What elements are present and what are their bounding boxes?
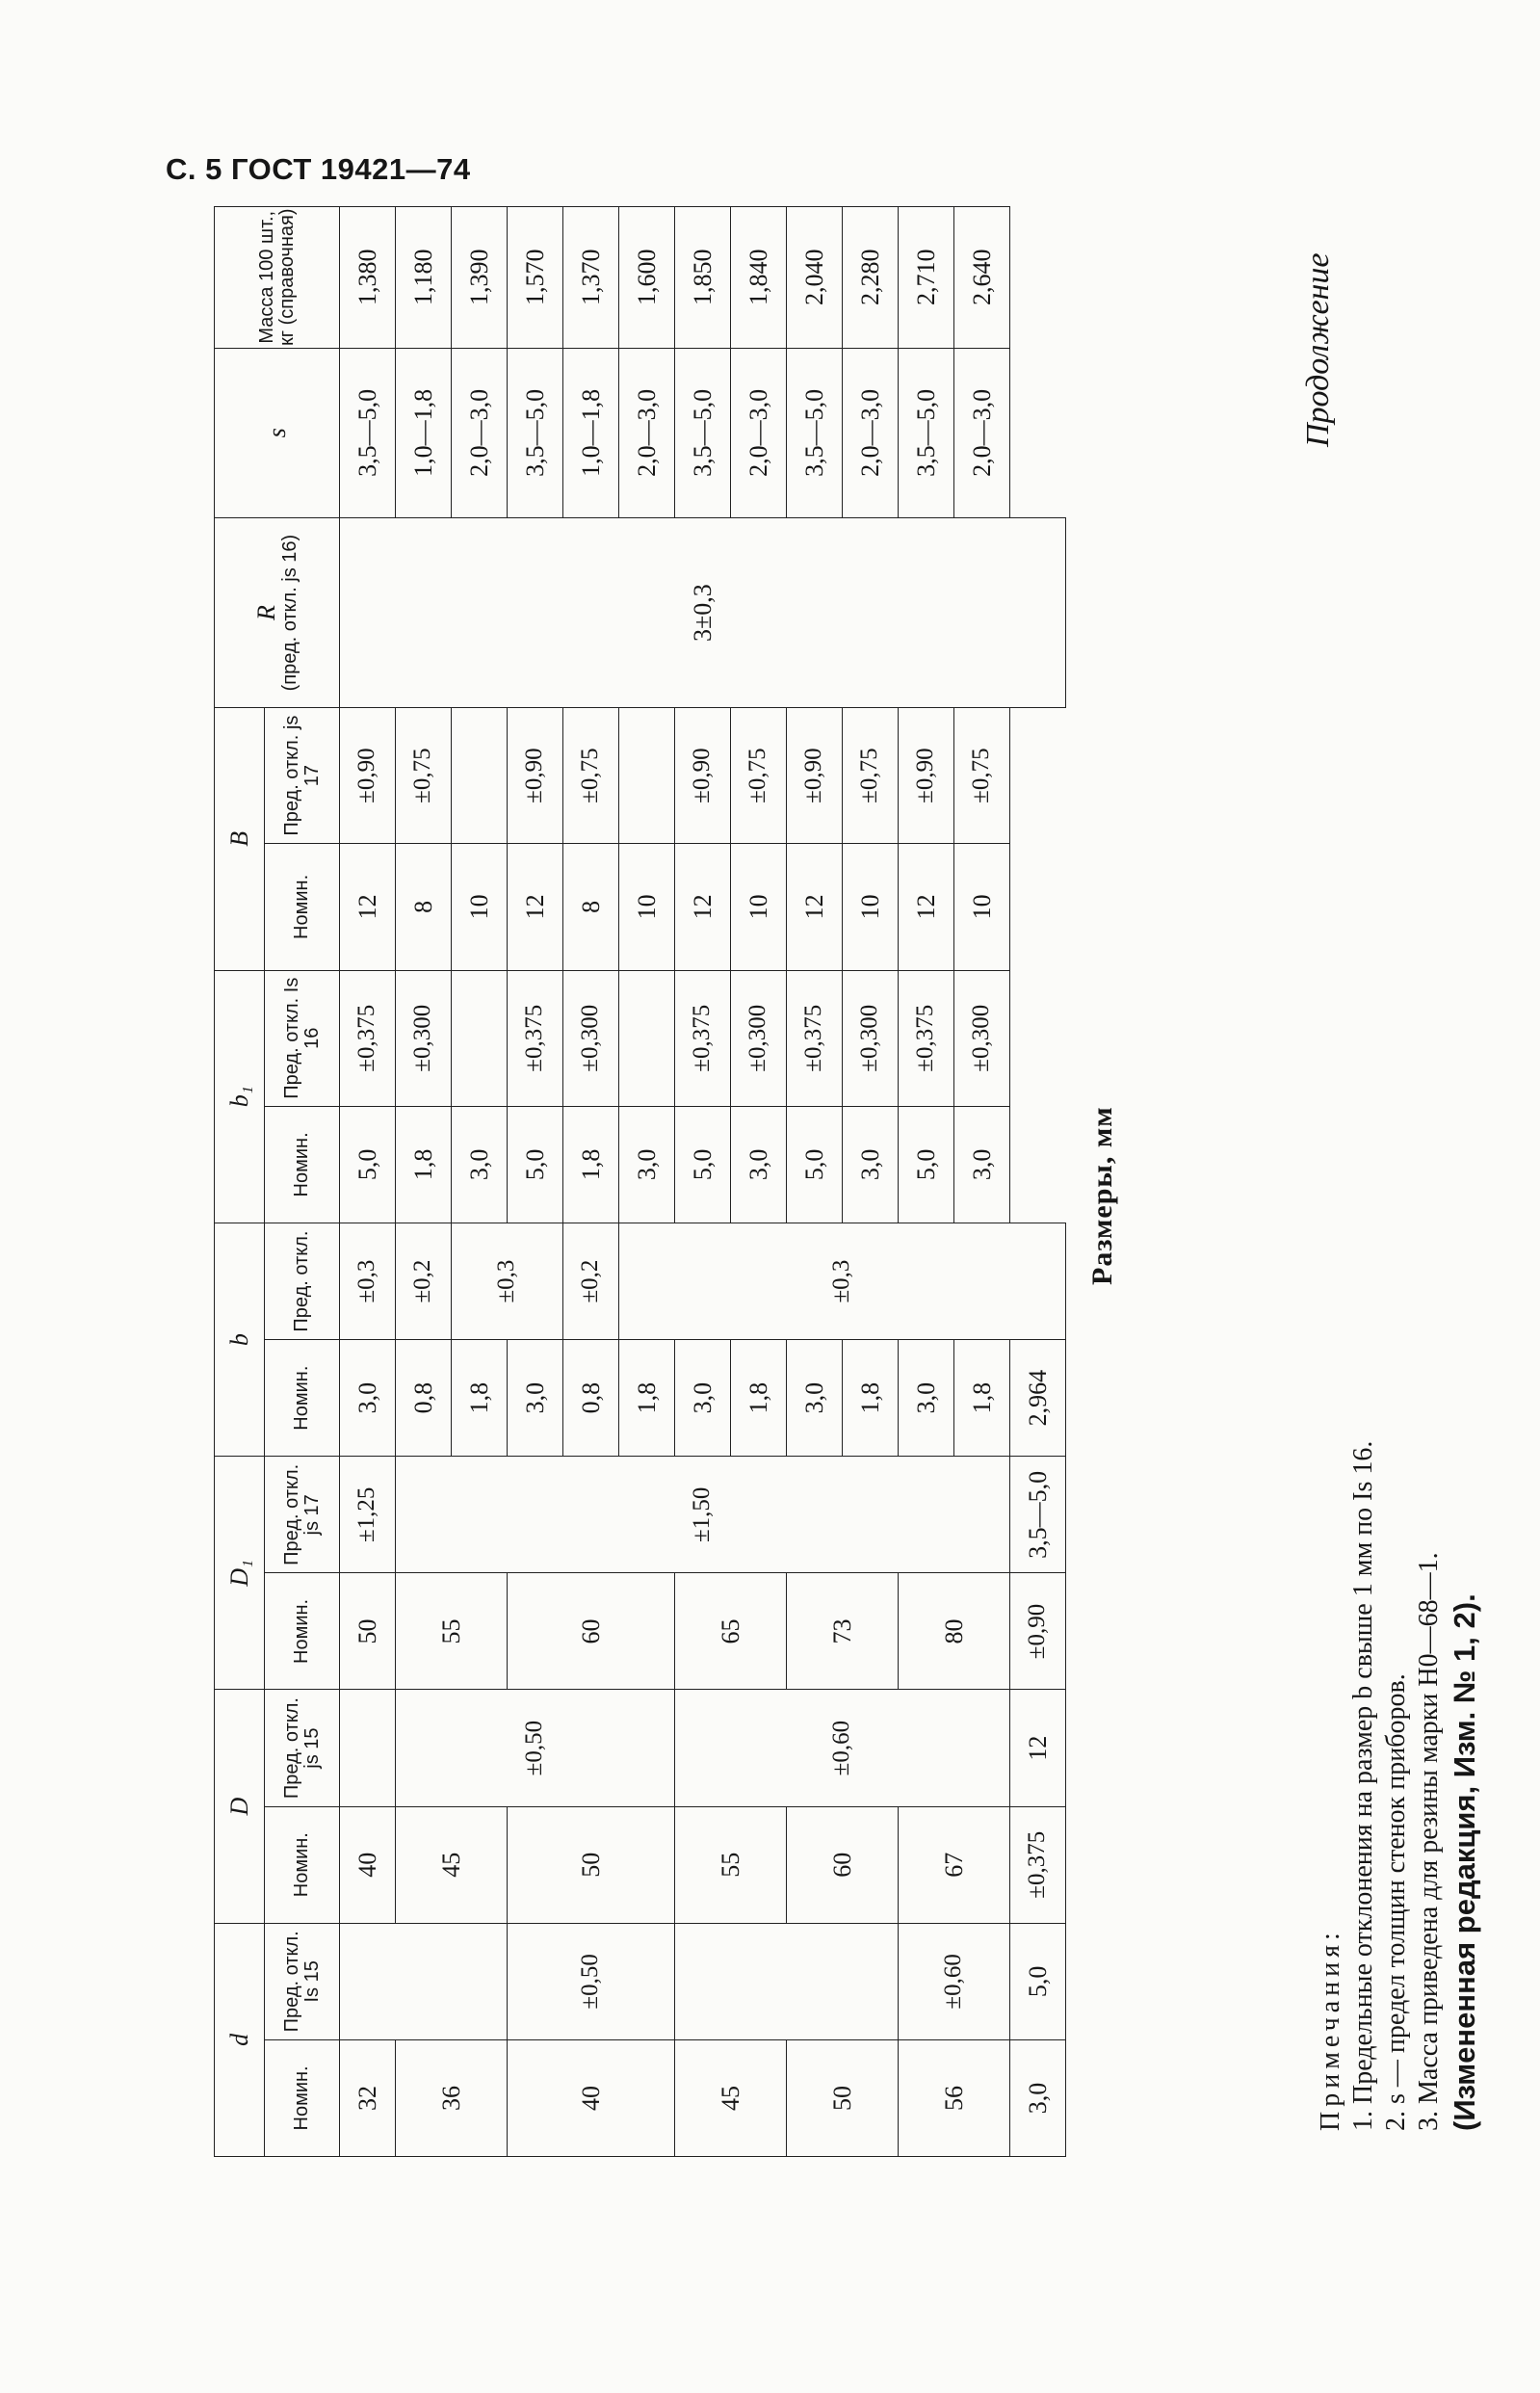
note-item: 1. Предельные отклонения на размер b свыше 1 мм по Is 16. (1348, 1440, 1378, 2131)
cell-b-nom: 3,0 (1010, 2039, 1066, 2156)
col-mass: Масса 100 шт., кг (справочная) (215, 207, 340, 349)
cell-B-tol: ±0,90 (675, 707, 731, 843)
cell-d-nom: 40 (508, 2039, 675, 2156)
cell-b1-nom: 5,0 (1010, 1923, 1066, 2039)
cell-b-tol: ±0,3 (340, 1223, 396, 1339)
col-D1-nom: Номин. (265, 1573, 340, 1690)
col-group-B: B (215, 707, 265, 970)
cell-d-tol: ±0,50 (508, 1923, 675, 2039)
cell-b1-tol: ±0,300 (563, 970, 619, 1106)
cell-B-tol: ±0,90 (340, 707, 396, 843)
cell-B-nom: 12 (675, 844, 731, 970)
cell-b1-nom: 3,0 (452, 1106, 508, 1223)
cell-s: 1,0—1,8 (563, 348, 619, 518)
cell-d-nom: 36 (396, 2039, 508, 2156)
cell-s: 2,0—3,0 (619, 348, 675, 518)
cell-B-nom: 10 (619, 844, 675, 970)
table-row (675, 207, 731, 2157)
cell-b1-nom: 1,8 (396, 1106, 452, 1223)
cell-B-tol (452, 707, 508, 843)
cell-b1-tol: ±0,300 (731, 970, 787, 1106)
cell-B-tol: ±0,90 (508, 707, 563, 843)
col-D-nom: Номин. (265, 1806, 340, 1923)
cell-b1-tol: ±0,375 (675, 970, 731, 1106)
cell-D1-nom: 55 (396, 1573, 508, 1690)
edition-note: (Измененная редакция, Изм. № 1, 2). (1448, 1593, 1481, 2131)
cell-mass: 1,180 (396, 207, 452, 349)
cell-b1-nom: 5,0 (340, 1106, 396, 1223)
cell-D-nom: 45 (396, 1806, 508, 1923)
col-d-tol: Пред. откл. Is 15 (265, 1923, 340, 2039)
cell-s: 3,5—5,0 (675, 348, 731, 518)
col-D1-tol: Пред. откл. js 17 (265, 1457, 340, 1573)
cell-B-nom: 12 (508, 844, 563, 970)
cell-b-nom: 1,8 (954, 1340, 1010, 1457)
sizes-caption: Размеры, мм (1086, 1106, 1118, 1285)
cell-mass: 1,370 (563, 207, 619, 349)
cell-D-tol (340, 1690, 396, 1806)
cell-D1-nom: 80 (899, 1573, 1010, 1690)
cell-b-nom: 3,0 (340, 1340, 396, 1457)
cell-b-nom: 1,8 (731, 1340, 787, 1457)
cell-B-tol: ±0,90 (899, 707, 954, 843)
cell-d-nom: 50 (787, 2039, 899, 2156)
cell-b1-tol: ±0,375 (1010, 1806, 1066, 1923)
cell-b-nom: 3,0 (899, 1340, 954, 1457)
cell-D1-nom: 50 (340, 1573, 396, 1690)
cell-b1-tol: ±0,375 (508, 970, 563, 1106)
cell-b1-tol: ±0,375 (340, 970, 396, 1106)
dimensions-table (214, 206, 1066, 2157)
col-R-label: R (252, 605, 281, 621)
cell-b1-nom: 5,0 (508, 1106, 563, 1223)
cell-b1-tol (452, 970, 508, 1106)
cell-d-nom: 32 (340, 2039, 396, 2156)
col-R-sub: (пред. откл. js 16) (278, 534, 300, 692)
cell-B-tol: ±0,75 (843, 707, 899, 843)
col-B-nom: Номин. (265, 844, 340, 970)
cell-d-tol (340, 1923, 508, 2039)
cell-s: 3,5—5,0 (787, 348, 843, 518)
col-group-D1: D₁ (215, 1457, 265, 1690)
cell-b1-nom: 3,0 (619, 1106, 675, 1223)
cell-s: 3,5—5,0 (340, 348, 396, 518)
col-group-b: b (215, 1223, 265, 1456)
cell-B-nom: 10 (954, 844, 1010, 970)
cell-d-nom: 45 (675, 2039, 787, 2156)
cell-B-tol: ±0,75 (563, 707, 619, 843)
cell-D-tol: ±0,50 (396, 1690, 675, 1806)
cell-B-nom: 10 (452, 844, 508, 970)
cell-b-nom: 0,8 (563, 1340, 619, 1457)
cell-b1-tol: ±0,300 (396, 970, 452, 1106)
cell-D-nom: 50 (508, 1806, 675, 1923)
cell-s: 2,0—3,0 (843, 348, 899, 518)
cell-d-tol: ±0,60 (899, 1923, 1010, 2039)
col-R (215, 518, 340, 708)
table-row (899, 207, 954, 2157)
cell-b1-tol: ±0,300 (954, 970, 1010, 1106)
cell-D-tol: ±0,60 (675, 1690, 1010, 1806)
cell-mass: 1,570 (508, 207, 563, 349)
cell-B-nom: 10 (731, 844, 787, 970)
cell-d-tol (675, 1923, 899, 2039)
cell-b-nom: 1,8 (843, 1340, 899, 1457)
cell-B-nom: 12 (1010, 1690, 1066, 1806)
cell-D-nom: 60 (787, 1806, 899, 1923)
cell-mass: 2,710 (899, 207, 954, 349)
cell-mass: 1,840 (731, 207, 787, 349)
cell-b-tol: ±0,2 (563, 1223, 619, 1339)
cell-B-nom: 8 (563, 844, 619, 970)
col-d-nom: Номин. (265, 2039, 340, 2156)
cell-D1-nom: 65 (675, 1573, 787, 1690)
cell-b1-nom: 5,0 (787, 1106, 843, 1223)
cell-b-nom: 1,8 (619, 1340, 675, 1457)
cell-b1-tol: ±0,300 (843, 970, 899, 1106)
cell-D1-nom: 60 (508, 1573, 675, 1690)
cell-b-nom: 3,0 (508, 1340, 563, 1457)
cell-B-tol: ±0,75 (954, 707, 1010, 843)
cell-b-tol: ±0,3 (619, 1223, 1066, 1339)
cell-B-tol (619, 707, 675, 843)
cell-mass: 1,380 (340, 207, 396, 349)
col-group-b1: b₁ (215, 970, 265, 1223)
col-b1-tol: Пред. откл. Is 16 (265, 970, 340, 1106)
col-group-d: d (215, 1923, 265, 2156)
cell-b1-tol: ±0,375 (899, 970, 954, 1106)
cell-s: 3,5—5,0 (508, 348, 563, 518)
cell-s: 3,5—5,0 (899, 348, 954, 518)
cell-b1-tol: ±0,375 (787, 970, 843, 1106)
cell-R: 3±0,3 (340, 518, 1066, 708)
table-row (1010, 207, 1066, 2157)
col-b-tol: Пред. откл. (265, 1223, 340, 1339)
cell-b-tol: ±0,3 (452, 1223, 563, 1339)
cell-D1-tol: ±1,25 (340, 1457, 396, 1573)
col-D-tol: Пред. откл. js 15 (265, 1690, 340, 1806)
cell-s: 2,0—3,0 (731, 348, 787, 518)
col-group-D: D (215, 1690, 265, 1923)
cell-b-tol: ±0,2 (396, 1223, 452, 1339)
cell-b1-nom: 3,0 (954, 1106, 1010, 1223)
cell-s: 2,0—3,0 (452, 348, 508, 518)
cell-d-nom: 56 (899, 2039, 1010, 2156)
cell-b-nom: 3,0 (675, 1340, 731, 1457)
cell-D-nom: 55 (675, 1806, 787, 1923)
table-row (396, 207, 452, 2157)
page-header: С. 5 ГОСТ 19421—74 (166, 152, 471, 186)
cell-B-tol: ±0,75 (731, 707, 787, 843)
cell-mass: 1,850 (675, 207, 731, 349)
cell-mass: 2,280 (843, 207, 899, 349)
cell-B-tol: ±0,90 (1010, 1573, 1066, 1690)
cell-s: 1,0—1,8 (396, 348, 452, 518)
cell-mass: 2,040 (787, 207, 843, 349)
cell-b-nom: 1,8 (452, 1340, 508, 1457)
cell-b1-tol (619, 970, 675, 1106)
cell-B-nom: 10 (843, 844, 899, 970)
cell-s: 2,0—3,0 (954, 348, 1010, 518)
cell-D-nom: 67 (899, 1806, 1010, 1923)
col-b1-nom: Номин. (265, 1106, 340, 1223)
cell-B-tol: ±0,90 (787, 707, 843, 843)
cell-mass: 2,964 (1010, 1340, 1066, 1457)
col-s: s (215, 348, 340, 518)
continuation-label: Продолжение (1300, 252, 1336, 447)
cell-mass: 2,640 (954, 207, 1010, 349)
cell-D1-tol: ±1,50 (396, 1457, 1010, 1573)
cell-D1-nom: 73 (787, 1573, 899, 1690)
cell-s: 3,5—5,0 (1010, 1457, 1066, 1573)
notes (1315, 204, 1484, 2131)
table-body (340, 207, 1066, 2157)
cell-b1-nom: 3,0 (843, 1106, 899, 1223)
cell-b1-nom: 5,0 (899, 1106, 954, 1223)
notes-title: Примечания: (1316, 1928, 1345, 2131)
cell-B-tol: ±0,75 (396, 707, 452, 843)
cell-b1-nom: 1,8 (563, 1106, 619, 1223)
cell-b1-nom: 5,0 (675, 1106, 731, 1223)
col-b-nom: Номин. (265, 1340, 340, 1457)
cell-b-nom: 0,8 (396, 1340, 452, 1457)
note-item: 3. Масса приведена для резины марки Н0—68—1. (1414, 1552, 1444, 2131)
cell-B-nom: 12 (787, 844, 843, 970)
cell-mass: 1,600 (619, 207, 675, 349)
cell-B-nom: 8 (396, 844, 452, 970)
cell-D-nom: 40 (340, 1806, 396, 1923)
cell-mass: 1,390 (452, 207, 508, 349)
note-item: 2. s — предел толщин стенок приборов. (1381, 1673, 1411, 2131)
cell-B-nom: 12 (340, 844, 396, 970)
cell-B-nom: 12 (899, 844, 954, 970)
table-row (787, 207, 843, 2157)
table-row (508, 207, 563, 2157)
cell-b-nom: 3,0 (787, 1340, 843, 1457)
cell-b1-nom: 3,0 (731, 1106, 787, 1223)
table-row (340, 207, 396, 2157)
table-header (215, 207, 340, 2157)
col-B-tol: Пред. откл. js 17 (265, 707, 340, 843)
